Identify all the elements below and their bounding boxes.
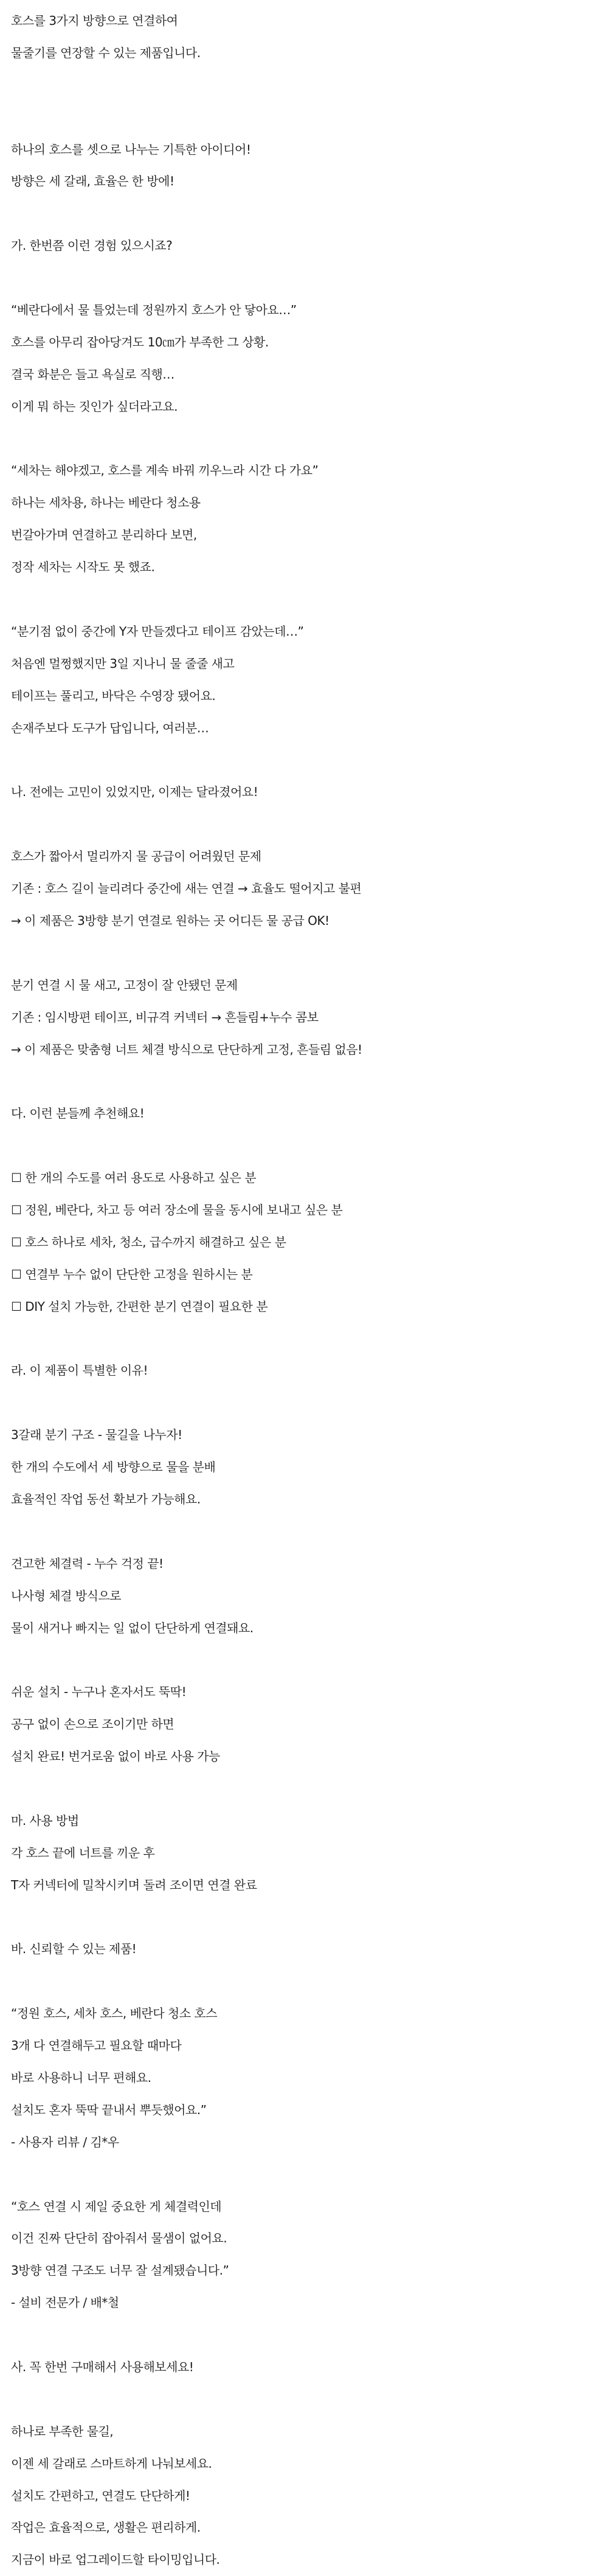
text-line: 나사형 체결 방식으로 (11, 1588, 122, 1603)
text-line: 물이 새거나 빠지는 일 없이 단단하게 연결돼요. (11, 1620, 254, 1635)
text-line: 한 개의 수도에서 세 방향으로 물을 분배 (11, 1460, 216, 1475)
text-line: 쉬운 설치 - 누구나 혼자서도 뚝딱! (11, 1685, 187, 1700)
text-line: 작업은 효율적으로, 생활은 편리하게. (11, 2520, 201, 2535)
intro-line: 물줄기를 연장할 수 있는 제품입니다. (11, 45, 201, 60)
feature-paragraph-3 (11, 1676, 597, 1773)
text-line: → 이 제품은 맞춤형 너트 체결 방식으로 단단하게 고정, 흔들림 없음! (11, 1042, 362, 1057)
text-line: 처음엔 멀쩡했지만 3일 지나니 물 줄줄 새고 (11, 656, 235, 671)
text-line: 견고한 체결력 - 누수 걱정 끝! (11, 1556, 164, 1571)
text-line: “베란다에서 물 틀었는데 정원까지 호스가 안 닿아요…” (11, 303, 297, 318)
experience-paragraph-1 (11, 294, 597, 423)
recommend-checklist (11, 1162, 597, 1322)
text-line: 분기 연결 시 물 새고, 고정이 잘 안됐던 문제 (11, 977, 238, 992)
section-sa-title: 사. 꼭 한번 구매해서 사용해보세요! (11, 2360, 194, 2375)
product-description (11, 5, 597, 2576)
closing-paragraph (11, 2416, 597, 2576)
intro-line: 호스를 3가지 방향으로 연결하여 (11, 13, 178, 28)
text-line: 기존 : 임시방편 테이프, 비규격 커넥터 → 흔들림+누수 콤보 (11, 1009, 319, 1025)
checklist-item: ☐ DIY 설치 가능한, 간편한 분기 연결이 필요한 분 (11, 1299, 268, 1314)
feature-paragraph-1 (11, 1419, 597, 1516)
text-line: T자 커넥터에 밀착시키며 돌려 조이면 연결 완료 (11, 1877, 257, 1892)
section-ra-title: 라. 이 제품이 특별한 이유! (11, 1363, 148, 1378)
text-line: 설치 완료! 번거로움 없이 바로 사용 가능 (11, 1749, 220, 1764)
usage-section (11, 1805, 597, 1901)
text-line: “세차는 해야겠고, 호스를 계속 바꿔 끼우느라 시간 다 가요” (11, 463, 319, 478)
text-line: 이게 뭐 하는 짓인가 싶더라고요. (11, 399, 178, 414)
text-line: 하나로 부족한 물길, (11, 2423, 114, 2439)
review-author: - 설비 전문가 / 배*철 (11, 2295, 119, 2310)
problem-paragraph-1 (11, 840, 597, 937)
text-line: 3개 다 연결해두고 필요할 때마다 (11, 2038, 182, 2053)
text-line: 설치도 간편하고, 연결도 단단하게! (11, 2488, 190, 2503)
text-line: 각 호스 끝에 너트를 끼운 후 (11, 1845, 155, 1860)
text-line: 호스를 아무리 잡아당겨도 10㎝가 부족한 그 상황. (11, 334, 269, 349)
text-line: “호스 연결 시 제일 중요한 게 체결력인데 (11, 2199, 222, 2214)
section-da-title: 다. 이런 분들께 추천해요! (11, 1106, 145, 1121)
text-line: 이건 진짜 단단히 잡아줘서 물샘이 없어요. (11, 2231, 227, 2246)
text-line: 이젠 세 갈래로 스마트하게 나눠보세요. (11, 2456, 212, 2471)
review-author: - 사용자 리뷰 / 김*우 (11, 2134, 119, 2149)
intro-paragraph (11, 5, 597, 69)
text-line: 지금이 바로 업그레이드할 타이밍입니다. (11, 2552, 220, 2567)
text-line: 번갈아가며 연결하고 분리하다 보면, (11, 527, 197, 543)
experience-paragraph-2 (11, 455, 597, 583)
headline-line: 하나의 호스를 셋으로 나누는 기특한 아이디어! (11, 142, 251, 157)
text-line: 정작 세차는 시작도 못 했죠. (11, 560, 155, 575)
text-line: 3갈래 분기 구조 - 물길을 나누자! (11, 1427, 182, 1443)
experience-paragraph-3 (11, 616, 597, 744)
text-line: 하나는 세차용, 하나는 베란다 청소용 (11, 495, 201, 510)
checklist-item: ☐ 정원, 베란다, 차고 등 여러 장소에 물을 동시에 보내고 싶은 분 (11, 1202, 343, 1217)
section-ba-title: 바. 신뢰할 수 있는 제품! (11, 1942, 137, 1957)
text-line: 기존 : 호스 길이 늘리려다 중간에 새는 연결 → 효율도 떨어지고 불편 (11, 881, 362, 896)
section-na-title: 나. 전에는 고민이 있었지만, 이제는 달라졌어요! (11, 785, 258, 800)
text-line: 효율적인 작업 동선 확보가 가능해요. (11, 1491, 201, 1506)
text-line: 바로 사용하니 너무 편해요. (11, 2070, 151, 2086)
problem-paragraph-2 (11, 969, 597, 1066)
review-2 (11, 2191, 597, 2320)
text-line: “정원 호스, 세차 호스, 베란다 청소 호스 (11, 2006, 218, 2021)
text-line: 테이프는 풀리고, 바닥은 수영장 됐어요. (11, 688, 216, 703)
checklist-item: ☐ 한 개의 수도를 여러 용도로 사용하고 싶은 분 (11, 1170, 257, 1186)
text-line: 결국 화분은 들고 욕실로 직행… (11, 366, 174, 382)
text-line: “분기점 없이 중간에 Y자 만들겠다고 테이프 감았는데…” (11, 623, 304, 639)
text-line: 3방향 연결 구조도 너무 잘 설계됐습니다.” (11, 2263, 229, 2278)
text-line: → 이 제품은 3방향 분기 연결로 원하는 곳 어디든 물 공급 OK! (11, 913, 330, 928)
section-ma-title: 마. 사용 방법 (11, 1813, 79, 1828)
text-line: 호스가 짧아서 멀리까지 물 공급이 어려웠던 문제 (11, 849, 261, 864)
headline-line: 방향은 세 갈래, 효율은 한 방에! (11, 174, 174, 189)
review-1 (11, 1997, 597, 2158)
feature-paragraph-2 (11, 1548, 597, 1644)
checklist-item: ☐ 연결부 누수 없이 단단한 고정을 원하시는 분 (11, 1266, 253, 1282)
text-line: 설치도 혼자 뚝딱 끝내서 뿌듯했어요.” (11, 2102, 207, 2117)
section-ga-title: 가. 한번쯤 이런 경험 있으시죠? (11, 238, 173, 253)
text-line: 공구 없이 손으로 조이기만 하면 (11, 1717, 174, 1732)
text-line: 손재주보다 도구가 답입니다, 여러분… (11, 720, 209, 735)
checklist-item: ☐ 호스 하나로 세차, 청소, 급수까지 해결하고 싶은 분 (11, 1234, 286, 1249)
headline-paragraph (11, 134, 597, 198)
